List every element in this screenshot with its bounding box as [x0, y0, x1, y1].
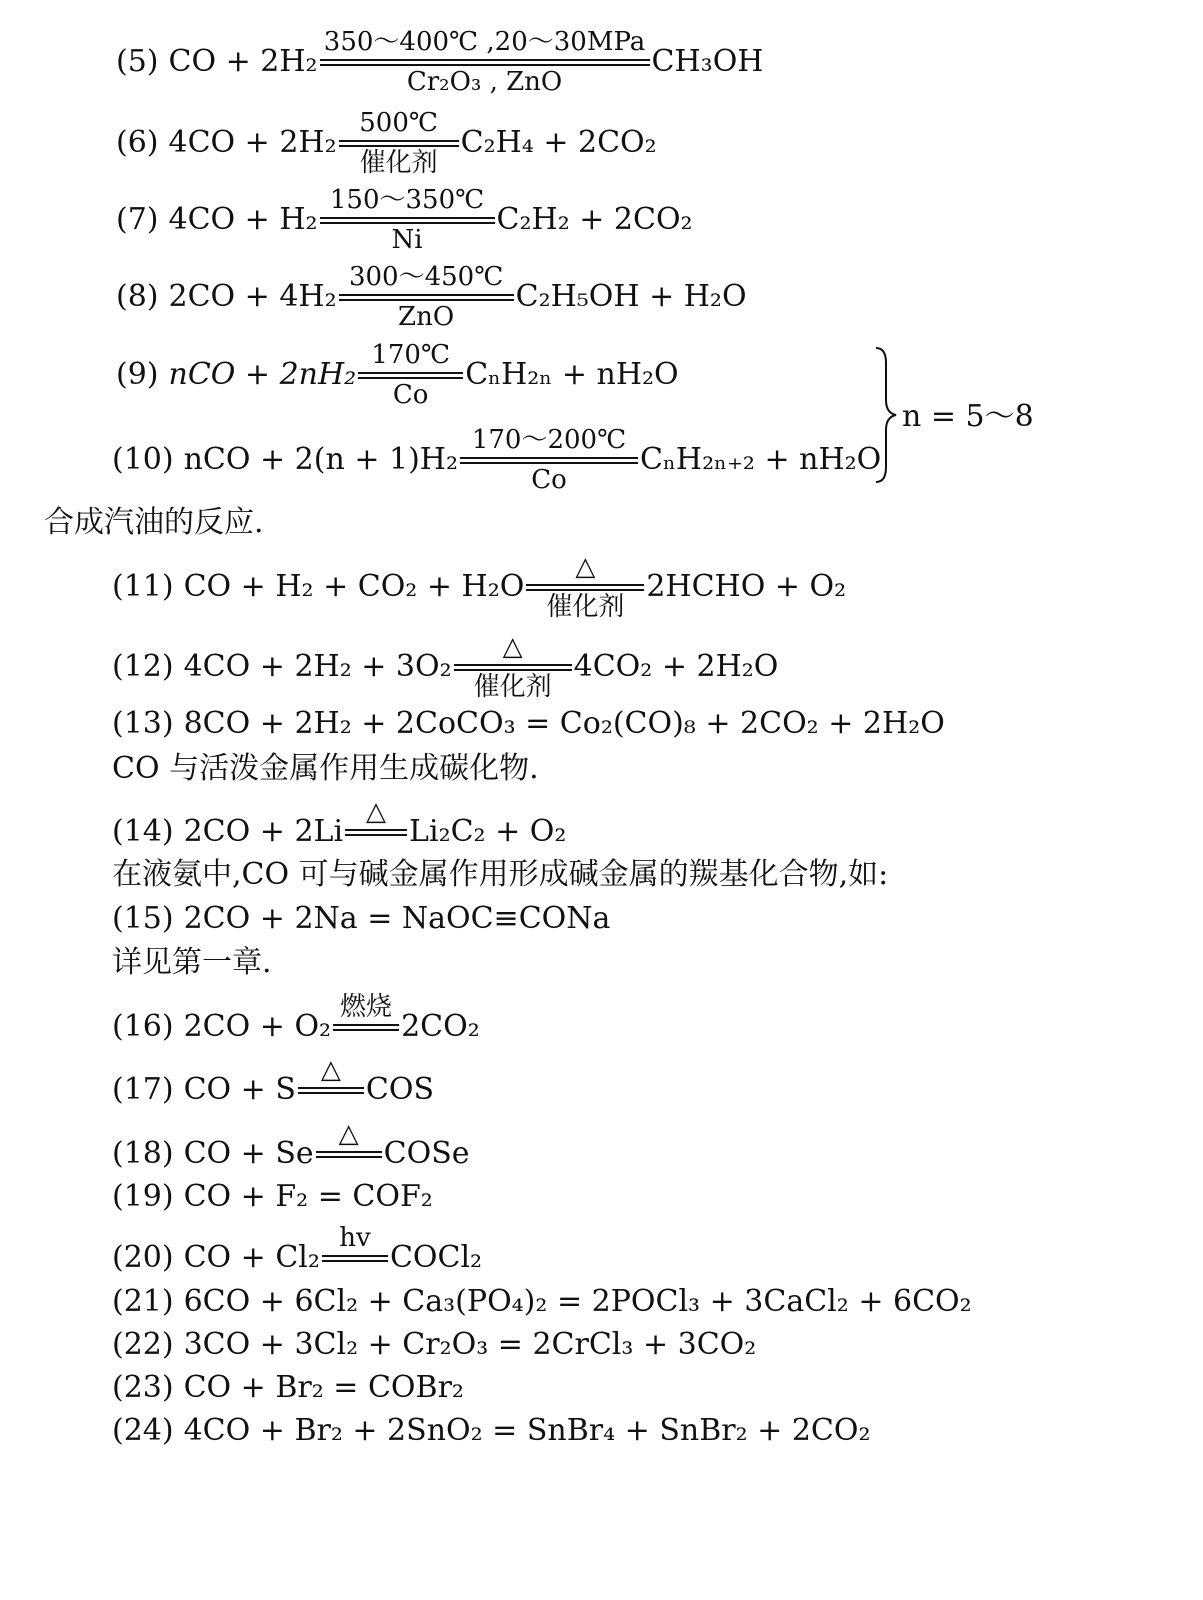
equation-lhs: 2CO + 2Li: [183, 814, 344, 849]
reaction-condition-above: △: [502, 631, 523, 662]
equation-lhs: nCO + 2nH₂: [168, 357, 357, 392]
reaction-arrow: [339, 261, 514, 332]
equation-lhs: 2CO + O₂: [183, 1009, 332, 1044]
reaction-condition-above: 350～400℃ ,20～30MPa: [323, 26, 646, 57]
equation-text: 3CO + 3Cl₂ + Cr₂O₃ = 2CrCl₃ + 3CO₂: [183, 1327, 757, 1362]
equation-number: (8): [116, 279, 159, 314]
equation-lhs: nCO + 2(n + 1)H₂: [183, 442, 458, 477]
reaction-condition-below: 催化剂: [546, 591, 625, 622]
equation-7: [116, 184, 693, 255]
reaction-arrow: [322, 1222, 388, 1262]
reaction-arrow: [333, 991, 399, 1031]
reaction-condition-below: Ni: [391, 224, 423, 255]
reaction-arrow: [316, 1118, 382, 1158]
equation-number: (11): [112, 569, 174, 604]
equation-18: [112, 1118, 470, 1171]
equation-15: [112, 902, 610, 936]
equation-13: [112, 707, 945, 741]
equation-rhs: CH₃OH: [651, 44, 764, 79]
brace-note: n = 5～8: [902, 399, 1034, 434]
equation-24: [112, 1414, 871, 1448]
equation-text: 2CO + 2Na = NaOC≡CONa: [183, 901, 611, 936]
equation-lhs: CO + Se: [183, 1136, 314, 1171]
reaction-condition-below: Co: [531, 464, 567, 495]
equation-20: [112, 1222, 483, 1275]
equation-number: (5): [116, 44, 159, 79]
reaction-condition-above: 燃烧: [340, 991, 393, 1022]
equation-rhs: COSe: [383, 1136, 470, 1171]
equation-number: (21): [112, 1284, 174, 1319]
equation-rhs: Li₂C₂ + O₂: [409, 814, 567, 849]
reaction-condition-above: 170℃: [371, 339, 451, 370]
equation-number: (19): [112, 1179, 174, 1214]
reaction-condition-above: hv: [339, 1222, 371, 1253]
equation-number: (7): [116, 202, 159, 237]
equation-rhs: C₂H₂ + 2CO₂: [496, 202, 693, 237]
equation-8: [116, 261, 747, 332]
equation-number: (24): [112, 1413, 174, 1448]
reaction-condition-above: 170～200℃: [471, 424, 627, 455]
reaction-arrow: [298, 1054, 364, 1094]
equation-rhs: C₂H₄ + 2CO₂: [460, 125, 657, 160]
reaction-condition-below: Cr₂O₃ , ZnO: [406, 66, 563, 97]
reaction-arrow: [454, 631, 572, 702]
reaction-arrow: [460, 424, 638, 495]
reaction-condition-above: △: [338, 1118, 359, 1149]
equation-lhs: 4CO + H₂: [168, 202, 318, 237]
reaction-condition-above: 500℃: [359, 107, 438, 138]
equation-lhs: 4CO + 2H₂ + 3O₂: [183, 649, 452, 684]
equation-23: [112, 1371, 464, 1405]
equation-16: [112, 991, 480, 1044]
equation-5: [116, 26, 764, 97]
reaction-arrow: [345, 796, 407, 836]
equation-14: [112, 796, 567, 849]
equation-lhs: CO + 2H₂: [168, 44, 318, 79]
equation-lhs: 2CO + 4H₂: [168, 279, 337, 314]
reaction-condition-above: △: [575, 551, 596, 582]
reaction-arrow: [526, 551, 644, 622]
equation-22: [112, 1328, 756, 1362]
section-text-carbide: CO 与活泼金属作用生成碳化物.: [112, 751, 539, 786]
equation-number: (13): [112, 706, 174, 741]
reaction-condition-below: 催化剂: [359, 147, 438, 178]
reaction-arrow: [320, 184, 495, 255]
equation-number: (20): [112, 1240, 174, 1275]
reaction-condition-above: △: [366, 796, 387, 827]
equation-11: [112, 551, 847, 622]
reaction-condition-below: 催化剂: [473, 671, 552, 702]
equation-number: (6): [116, 125, 159, 160]
equation-9: [116, 339, 679, 410]
equation-text: 8CO + 2H₂ + 2CoCO₃ = Co₂(CO)₈ + 2CO₂ + 2H₂O: [183, 706, 945, 741]
equation-number: (15): [112, 901, 174, 936]
equation-rhs: 2CO₂: [401, 1009, 480, 1044]
reaction-condition-above: 150～350℃: [329, 184, 485, 215]
equation-number: (9): [116, 357, 159, 392]
equation-number: (14): [112, 814, 174, 849]
reaction-condition-below: ZnO: [398, 301, 455, 332]
equation-12: [112, 631, 779, 702]
equation-10: [112, 424, 882, 495]
equation-rhs: COCl₂: [389, 1240, 483, 1275]
equation-lhs: CO + H₂ + CO₂ + H₂O: [183, 569, 525, 604]
equation-lhs: CO + S: [183, 1072, 296, 1107]
equation-text: CO + Br₂ = COBr₂: [183, 1370, 464, 1405]
equation-number: (10): [112, 442, 174, 477]
equation-rhs: 4CO₂ + 2H₂O: [573, 649, 779, 684]
equation-number: (23): [112, 1370, 174, 1405]
equation-text: 4CO + Br₂ + 2SnO₂ = SnBr₄ + SnBr₂ + 2CO₂: [183, 1413, 871, 1448]
equation-lhs: 4CO + 2H₂: [168, 125, 337, 160]
equation-lhs: CO + Cl₂: [183, 1240, 320, 1275]
equation-rhs: COS: [365, 1072, 435, 1107]
equation-6: [116, 107, 657, 178]
reaction-arrow: [358, 339, 463, 410]
equation-rhs: CₙH₂ₙ₊₂ + nH₂O: [639, 442, 882, 477]
equation-text: CO + F₂ = COF₂: [183, 1179, 433, 1214]
reaction-condition-below: Co: [392, 379, 429, 410]
equation-17: [112, 1054, 435, 1107]
reaction-condition-above: 300～450℃: [348, 261, 504, 292]
equation-number: (12): [112, 649, 174, 684]
equation-21: [112, 1285, 972, 1319]
equation-number: (22): [112, 1327, 174, 1362]
reaction-arrow: [339, 107, 459, 178]
equation-rhs: C₂H₅OH + H₂O: [515, 279, 747, 314]
equation-number: (18): [112, 1136, 174, 1171]
reaction-arrow: [320, 26, 650, 97]
equation-rhs: 2HCHO + O₂: [646, 569, 847, 604]
reaction-condition-above: △: [320, 1054, 341, 1085]
section-text-chapter: 详见第一章.: [112, 945, 272, 980]
equation-number: (17): [112, 1072, 174, 1107]
equation-19: [112, 1180, 433, 1214]
section-text-ammonia: 在液氨中,CO 可与碱金属作用形成碱金属的羰基化合物,如:: [112, 857, 889, 892]
right-brace-icon: [872, 345, 902, 485]
equation-number: (16): [112, 1009, 174, 1044]
equation-text: 6CO + 6Cl₂ + Ca₃(PO₄)₂ = 2POCl₃ + 3CaCl₂ + 6CO₂: [183, 1284, 972, 1319]
equation-rhs: CₙH₂ₙ + nH₂O: [465, 357, 679, 392]
section-text-gasoline: 合成汽油的反应.: [44, 505, 264, 540]
